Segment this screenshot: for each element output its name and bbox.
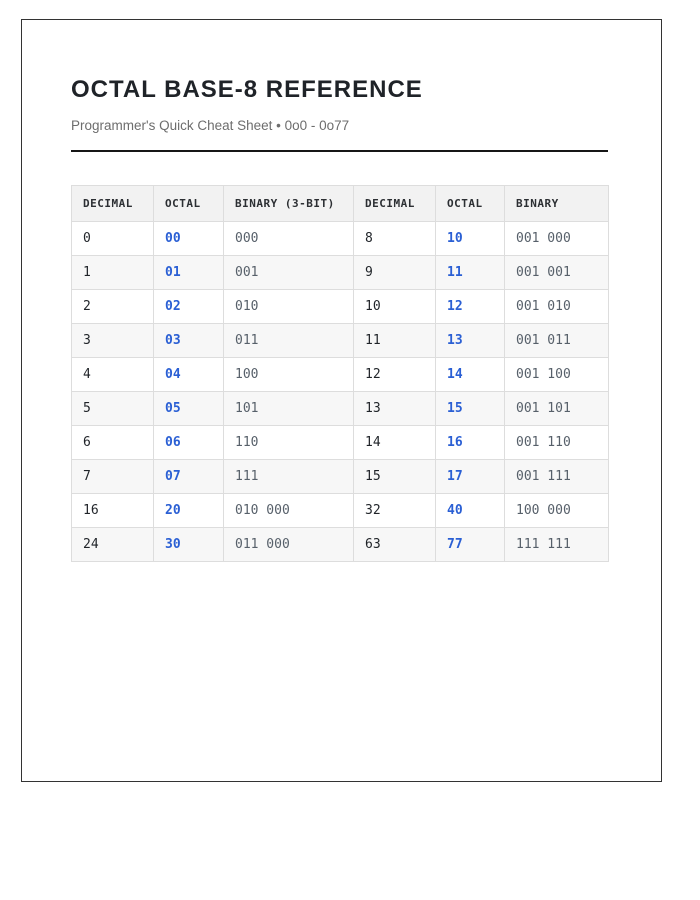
table-cell-binary: 111 111 <box>505 528 609 562</box>
table-cell-binary: 001 010 <box>505 290 609 324</box>
table-cell-octal: 20 <box>154 494 224 528</box>
table-cell-octal: 03 <box>154 324 224 358</box>
table-cell-binary: 100 000 <box>505 494 609 528</box>
table-cell-octal: 01 <box>154 256 224 290</box>
table-cell-octal: 05 <box>154 392 224 426</box>
table-cell-binary: 010 000 <box>224 494 354 528</box>
table-header-cell: BINARY (3-BIT) <box>224 186 354 222</box>
table-cell-decimal: 63 <box>354 528 436 562</box>
table-cell-binary: 001 111 <box>505 460 609 494</box>
table-cell-octal: 00 <box>154 222 224 256</box>
table-cell-decimal: 15 <box>354 460 436 494</box>
table-row <box>72 290 609 324</box>
table-header <box>72 186 609 222</box>
table-header-cell: DECIMAL <box>72 186 154 222</box>
table-header-cell: OCTAL <box>436 186 505 222</box>
table-cell-octal: 04 <box>154 358 224 392</box>
table-cell-decimal: 2 <box>72 290 154 324</box>
table-cell-decimal: 12 <box>354 358 436 392</box>
table-cell-octal: 30 <box>154 528 224 562</box>
table-cell-octal: 16 <box>436 426 505 460</box>
table-row <box>72 460 609 494</box>
table-cell-decimal: 11 <box>354 324 436 358</box>
table-cell-binary: 011 000 <box>224 528 354 562</box>
table-cell-binary: 101 <box>224 392 354 426</box>
table-cell-binary: 110 <box>224 426 354 460</box>
table-header-row <box>72 186 609 222</box>
table-header-cell: OCTAL <box>154 186 224 222</box>
table-cell-binary: 001 100 <box>505 358 609 392</box>
table-cell-binary: 001 011 <box>505 324 609 358</box>
table-cell-decimal: 4 <box>72 358 154 392</box>
table-row <box>72 426 609 460</box>
table-cell-binary: 001 001 <box>505 256 609 290</box>
table-cell-decimal: 6 <box>72 426 154 460</box>
octal-reference-table <box>71 185 609 562</box>
table-cell-decimal: 8 <box>354 222 436 256</box>
table-cell-decimal: 13 <box>354 392 436 426</box>
table-cell-binary: 111 <box>224 460 354 494</box>
table-cell-octal: 40 <box>436 494 505 528</box>
table-cell-octal: 15 <box>436 392 505 426</box>
table-row <box>72 494 609 528</box>
table-row <box>72 358 609 392</box>
page-content <box>71 78 608 562</box>
table-cell-octal: 14 <box>436 358 505 392</box>
table-cell-binary: 011 <box>224 324 354 358</box>
table-cell-decimal: 0 <box>72 222 154 256</box>
table-row <box>72 392 609 426</box>
table-cell-decimal: 1 <box>72 256 154 290</box>
table-cell-octal: 10 <box>436 222 505 256</box>
table-header-cell: DECIMAL <box>354 186 436 222</box>
table-cell-decimal: 16 <box>72 494 154 528</box>
table-row <box>72 222 609 256</box>
table-body <box>72 222 609 562</box>
table-cell-decimal: 9 <box>354 256 436 290</box>
table-cell-decimal: 3 <box>72 324 154 358</box>
table-row <box>72 256 609 290</box>
table-cell-decimal: 10 <box>354 290 436 324</box>
table-cell-binary: 001 110 <box>505 426 609 460</box>
table-cell-octal: 11 <box>436 256 505 290</box>
table-row <box>72 528 609 562</box>
table-cell-binary: 100 <box>224 358 354 392</box>
table-cell-binary: 000 <box>224 222 354 256</box>
table-cell-decimal: 14 <box>354 426 436 460</box>
table-row <box>72 324 609 358</box>
table-cell-decimal: 32 <box>354 494 436 528</box>
table-cell-binary: 001 000 <box>505 222 609 256</box>
table-cell-decimal: 7 <box>72 460 154 494</box>
table-header-cell: BINARY <box>505 186 609 222</box>
table-cell-octal: 07 <box>154 460 224 494</box>
table-cell-octal: 12 <box>436 290 505 324</box>
table-cell-binary: 010 <box>224 290 354 324</box>
page-frame <box>21 19 662 782</box>
table-cell-octal: 06 <box>154 426 224 460</box>
table-cell-binary: 001 101 <box>505 392 609 426</box>
table-cell-octal: 02 <box>154 290 224 324</box>
page-subtitle: Programmer's Quick Cheat Sheet • 0o0 - 0o77 <box>71 118 350 133</box>
table-cell-decimal: 5 <box>72 392 154 426</box>
table-cell-octal: 17 <box>436 460 505 494</box>
table-cell-octal: 13 <box>436 324 505 358</box>
table-cell-decimal: 24 <box>72 528 154 562</box>
divider-rule <box>71 150 608 152</box>
table-cell-binary: 001 <box>224 256 354 290</box>
table-cell-octal: 77 <box>436 528 505 562</box>
page-title: OCTAL BASE-8 REFERENCE <box>71 76 423 103</box>
